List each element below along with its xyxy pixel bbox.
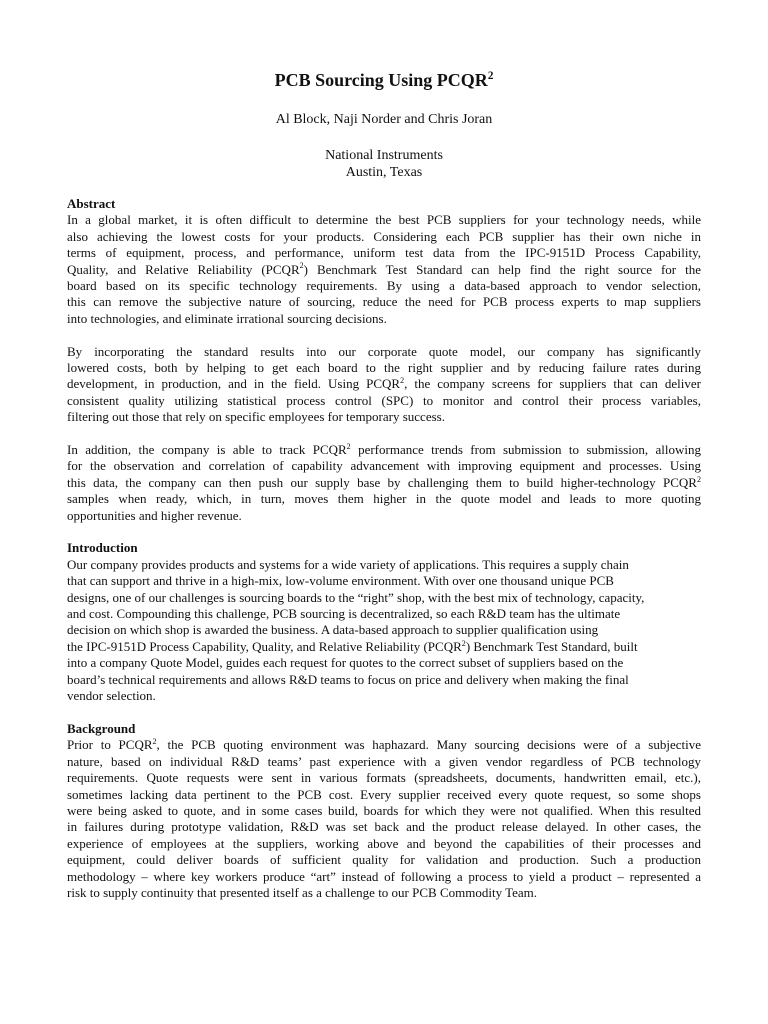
- text-fragment: the IPC-9151D Process Capability, Quality, and Relative Reliability (PCQR: [67, 638, 462, 654]
- text-line: In a global market, it is often difficult to determine the best PCB suppliers for your technology needs, while: [67, 212, 701, 228]
- introduction-heading: Introduction: [67, 540, 138, 556]
- abstract-paragraph-2: [67, 344, 701, 426]
- superscript: 2: [461, 638, 466, 648]
- text-line: vendor selection.: [67, 688, 156, 704]
- text-line: into technologies, and eliminate irrational sourcing decisions.: [67, 310, 387, 326]
- text-line: [67, 737, 701, 753]
- text-line: designs, one of our challenges is sourcing boards to the “right” shop, with the best mix of technology, capacity,: [67, 589, 645, 605]
- text-line: this can remove the subjective nature of sourcing, reduce the need for PCB process experts to map suppliers: [67, 294, 701, 310]
- text-line: experience of employees at the suppliers, working above and beyond the capabilities of their processes and: [67, 835, 701, 851]
- text-line: board’s technical requirements and allows R&D teams to focus on price and delivery when making the final: [67, 671, 629, 687]
- text-fragment: development, in production, and in the field. Using PCQR: [67, 376, 401, 392]
- text-line: By incorporating the standard results into our corporate quote model, our company has significantly: [67, 343, 701, 359]
- text-fragment: , the PCB quoting environment was haphazard. Many sourcing decisions were of a subjective: [156, 737, 701, 753]
- text-line: lowered costs, both by helping to get each board to the right supplier and by reducing failure rates during: [67, 360, 701, 376]
- text-line: also achieving the lowest costs for your products. Considering each PCB supplier has their own niche in: [67, 228, 701, 244]
- text-line: samples when ready, which, in turn, moves them higher in the quote model and leads to more quoting: [67, 491, 701, 507]
- text-line: risk to supply continuity that presented itself as a challenge to our PCB Commodity Team.: [67, 884, 538, 900]
- text-line: [67, 262, 701, 278]
- text-line: filtering out those that rely on specific employees for temporary success.: [67, 409, 445, 425]
- text-line: Our company provides products and systems for a wide variety of applications. This requires a supply chain: [67, 556, 629, 572]
- abstract-paragraph-1: [67, 212, 701, 327]
- text-line: [67, 442, 701, 458]
- text-line: were being asked to quote, and in some cases build, boards for which they were not qualified. When this resulted: [67, 802, 701, 818]
- text-line: [67, 376, 701, 392]
- text-line: [67, 639, 701, 655]
- text-line: decision on which shop is awarded the business. A data-based approach to supplier qualification using: [67, 622, 599, 638]
- text-line: requirements. Quote requests were sent in various formats (spreadsheets, documents, handwritten email, etc.),: [67, 770, 701, 786]
- superscript: 2: [696, 474, 701, 484]
- text-line: for the observation and correlation of capability advancement with improving equipment and processes. Using: [67, 458, 701, 474]
- text-line: sometimes lacking data pertinent to the PCB cost. Every supplier received every quote request, so some shops: [67, 786, 701, 802]
- paper-title: [0, 68, 768, 92]
- paper-title-text: PCB Sourcing Using PCQR: [274, 70, 488, 90]
- text-line: equipment, could deliver boards of sufficient quality for validation and production. Such a production: [67, 852, 701, 868]
- abstract-heading: Abstract: [67, 196, 116, 211]
- text-line: consistent quality utilizing statistical process control (SPC) to monitor and control their process variables,: [67, 392, 701, 408]
- text-line: nature, based on individual R&D teams’ past experience with a given vendor regardless of PCB technology: [67, 753, 701, 769]
- title-superscript: 2: [487, 70, 494, 82]
- text-line: board based on its specific technology requirements. By using a data-based approach to vendor selection,: [67, 278, 701, 294]
- text-fragment: , the company screens for suppliers that can deliver: [404, 376, 701, 392]
- text-line: [67, 475, 701, 491]
- text-fragment: ) Benchmark Test Standard, built: [465, 638, 638, 654]
- text-fragment: Prior to PCQR: [67, 737, 153, 753]
- text-line: terms of equipment, process, and performance, uniform test data from the IPC-9151D Process Capability,: [67, 245, 701, 261]
- text-fragment: In addition, the company is able to track PCQR: [67, 442, 347, 458]
- text-fragment: Quality, and Relative Reliability (PCQR: [67, 261, 300, 277]
- text-line: and cost. Compounding this challenge, PCB sourcing is decentralized, so each R&D team has the ultimate: [67, 606, 621, 622]
- text-line: methodology – where key workers produce “art” instead of following a process to yield a product – represented a: [67, 868, 701, 884]
- paper-body: [67, 196, 701, 901]
- superscript: 2: [299, 261, 304, 271]
- affiliation-location: Austin, Texas: [345, 165, 423, 180]
- text-line: opportunities and higher revenue.: [67, 507, 242, 523]
- text-fragment: ) Benchmark Test Standard can help find the right source for the: [303, 261, 701, 277]
- text-line: that can support and thrive in a high-mix, low-volume environment. With over one thousand unique PCB: [67, 573, 614, 589]
- text-fragment: this data, the company can then push our supply base by challenging them to build higher-technology PCQR: [67, 474, 697, 490]
- text-line: in failures during prototype validation, R&D was set back and the product release delayed. In other cases, the: [67, 819, 701, 835]
- background-paragraph: [67, 737, 701, 901]
- text-fragment: performance trends from submission to submission, allowing: [350, 442, 701, 458]
- superscript: 2: [346, 441, 351, 451]
- introduction-paragraph: [67, 557, 701, 705]
- text-line: into a company Quote Model, guides each request for quotes to the correct subset of suppliers based on the: [67, 655, 624, 671]
- abstract-paragraph-3: [67, 442, 701, 524]
- superscript: 2: [152, 736, 157, 746]
- background-heading: Background: [67, 720, 136, 736]
- affiliation-organization: National Instruments: [325, 148, 443, 163]
- superscript: 2: [400, 376, 405, 386]
- author-list: Al Block, Naji Norder and Chris Joran: [275, 112, 493, 127]
